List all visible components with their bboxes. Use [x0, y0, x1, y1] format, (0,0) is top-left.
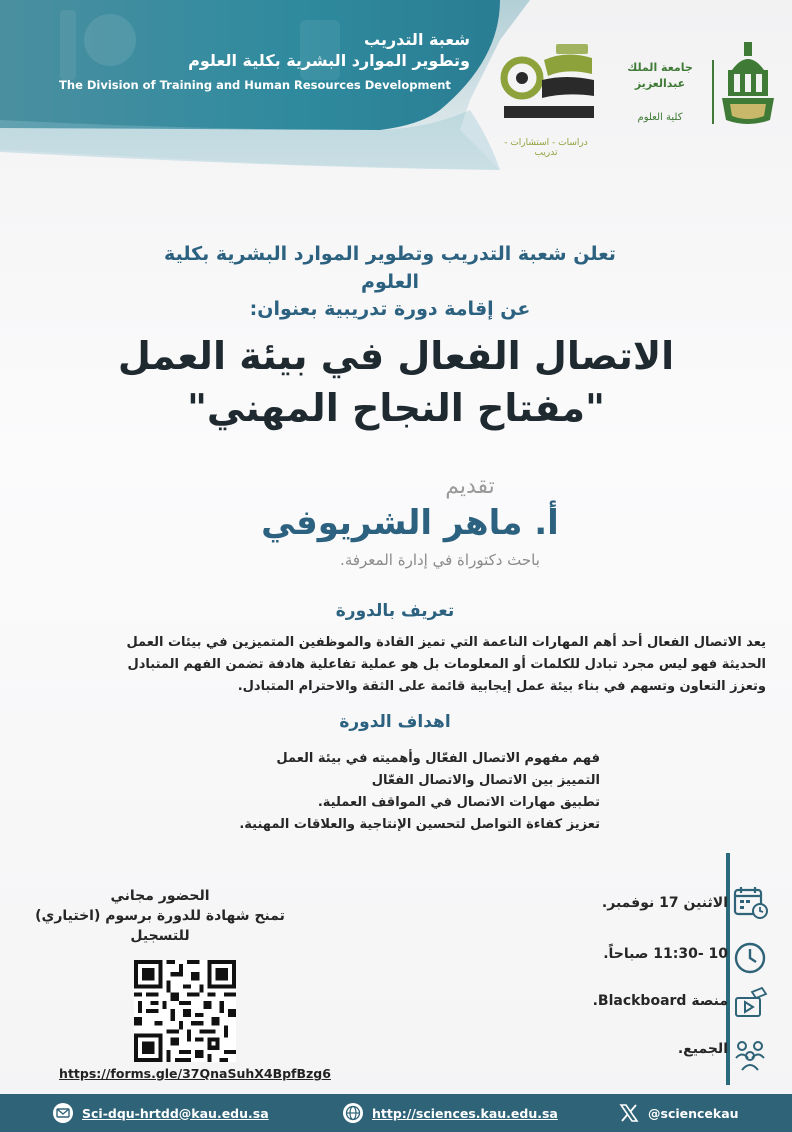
clock-icon: [732, 940, 768, 976]
course-date: الاثنين 17 نوفمبر.: [601, 895, 728, 911]
about-line: الحديثة فهو ليس مجرد تبادل للكلمات أو المعلومات بل هو عملية تفاعلية هادفة تضمن الفهم المتبادل: [127, 657, 766, 672]
announcement-intro: [150, 240, 630, 322]
course-title: [100, 330, 692, 434]
registration-qr-code[interactable]: [134, 960, 236, 1062]
center-logo-caption: دراسات - استشارات - تدريب: [504, 138, 588, 158]
register-text: للتسجيل: [130, 928, 190, 944]
footer-email[interactable]: [52, 1094, 269, 1132]
calendar-icon: [732, 884, 768, 920]
registration-block: [30, 886, 290, 946]
footer-twitter-text[interactable]: @sciencekau: [648, 1105, 739, 1121]
division-ar-line1: شعبة التدريب: [364, 30, 470, 49]
goal-item: تعزيز كفاءة التواصل لتحسين الإنتاجية والعلاقات المهنية.: [239, 817, 600, 832]
registration-form-link[interactable]: https://forms.gle/37QnaSuhX4BpfBzg6: [59, 1066, 331, 1081]
university-name: جامعة الملك عبدالعزيز: [627, 61, 693, 90]
university-emblem-icon: [718, 40, 778, 130]
presenter-block: [200, 474, 620, 569]
university-emblem: [718, 40, 778, 130]
presenter-role: باحث دكتوراة في إدارة المعرفة.: [340, 551, 540, 569]
online-platform-icon: [732, 986, 768, 1022]
course-audience: الجميع.: [677, 1041, 728, 1057]
goal-item: تطبيق مهارات الاتصال في المواقف العملية.: [317, 795, 600, 810]
intro-line2: عن إقامة دورة تدريبية بعنوان:: [249, 298, 531, 320]
presenter-name: أ. ماهر الشريوفي: [261, 503, 559, 543]
course-title-line2: "مفتاح النجاح المهني": [187, 386, 605, 430]
center-logo-icon: [496, 40, 600, 136]
goal-item: التمييز بين الاتصال والاتصال الفعّال: [371, 773, 600, 788]
division-text: [30, 30, 470, 95]
globe-icon: [342, 1102, 364, 1124]
course-platform: منصة Blackboard.: [592, 993, 728, 1009]
footer-website[interactable]: [342, 1094, 558, 1132]
footer: [0, 1094, 792, 1132]
division-ar-line2: وتطوير الموارد البشرية بكلية العلوم: [188, 51, 470, 70]
course-time: 10 -11:30 صباحاً.: [603, 946, 728, 962]
footer-website-text[interactable]: http://sciences.kau.edu.sa: [372, 1105, 558, 1121]
course-title-line1: الاتصال الفعال في بيئة العمل: [117, 334, 675, 378]
presenter-label: تقديم: [445, 474, 495, 499]
intro-line1: تعلن شعبة التدريب وتطوير الموارد البشرية بكلية العلوم: [164, 243, 616, 293]
x-twitter-icon: [618, 1102, 640, 1124]
about-body: [26, 632, 766, 698]
email-icon: [52, 1102, 74, 1124]
goal-item: فهم مفهوم الاتصال الفعّال وأهميته في بيئة العمل: [276, 751, 600, 766]
audience-icon: [732, 1036, 768, 1072]
faculty-name: كلية العلوم: [637, 112, 683, 123]
university-name-block: [612, 60, 708, 126]
about-line: يعد الاتصال الفعال أحد أهم المهارات الناعمة التي تميز القادة والموظفين المتميزين في بيئات العمل: [126, 635, 766, 650]
footer-email-text[interactable]: Sci-dqu-hrtdd@kau.edu.sa: [82, 1105, 269, 1121]
about-line: وتعزز التعاون وتسهم في بناء بيئة عمل إيجابية قائمة على الثقة والاحترام المتبادل.: [237, 679, 766, 694]
goals-list: [170, 748, 600, 836]
about-heading: تعريف بالدورة: [335, 601, 455, 621]
footer-twitter[interactable]: [618, 1094, 739, 1132]
division-en: The Division of Training and Human Resources Development: [59, 78, 451, 92]
certificate-text: تمنح شهادة للدورة برسوم (اختياري): [35, 908, 285, 924]
goals-heading: اهداف الدورة: [339, 712, 451, 732]
university-divider: [712, 60, 714, 124]
attendance-text: الحضور مجاني: [110, 888, 210, 904]
center-logo: [496, 40, 600, 158]
